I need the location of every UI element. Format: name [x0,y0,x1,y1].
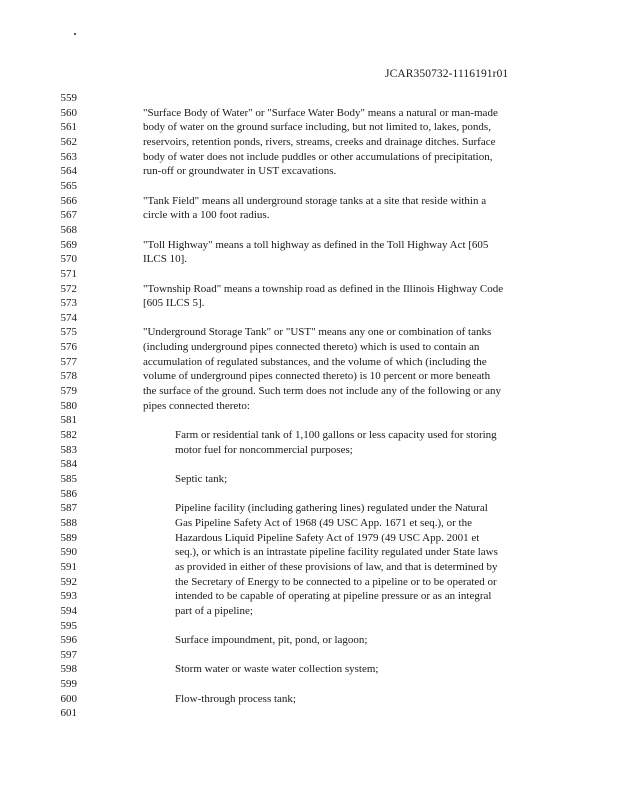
line-number: 576 [60,341,77,353]
line-number: 582 [60,429,77,441]
text-line: Septic tank; [175,473,228,485]
line-number: 562 [60,136,77,148]
line-number: 592 [60,576,77,588]
text-line: part of a pipeline; [175,605,253,617]
line-number: 591 [60,561,77,573]
text-line: Gas Pipeline Safety Act of 1968 (49 USC App. 1671 et seq.), or the [175,517,472,529]
text-line: the Secretary of Energy to be connected to a pipeline or to be operated or [175,576,497,588]
line-number: 584 [60,458,77,470]
text-line: Surface impoundment, pit, pond, or lagoon; [175,634,368,646]
text-line: Storm water or waste water collection system; [175,663,379,675]
line-number: 587 [60,502,77,514]
line-number: 561 [60,121,77,133]
text-line: circle with a 100 foot radius. [143,209,270,221]
line-number: 590 [60,546,77,558]
line-number: 594 [60,605,77,617]
text-line: as provided in either of these provisions of law, and that is determined by [175,561,498,573]
text-line: "Township Road" means a township road as defined in the Illinois Highway Code [143,283,504,295]
text-line: volume of underground pipes connected thereto) is 10 percent or more beneath [143,370,491,382]
scan-speck [74,33,76,35]
text-line: Pipeline facility (including gathering lines) regulated under the Natural [175,502,488,514]
line-number: 568 [60,224,77,236]
line-number: 579 [60,385,77,397]
line-number: 595 [60,620,77,632]
line-number: 601 [60,707,77,719]
line-number: 572 [60,283,77,295]
text-line: accumulation of regulated substances, and the volume of which (including the [143,356,487,368]
line-number: 567 [60,209,77,221]
line-number: 580 [60,400,77,412]
line-number: 563 [60,151,77,163]
line-number: 559 [60,92,77,104]
line-number: 589 [60,532,77,544]
line-number: 588 [60,517,77,529]
text-line: intended to be capable of operating at pipeline pressure or as an integral [175,590,492,602]
text-line: the surface of the ground. Such term does not include any of the following or any [143,385,502,397]
text-line: "Underground Storage Tank" or "UST" means any one or combination of tanks [143,326,492,338]
line-number: 565 [60,180,77,192]
line-number: 574 [60,312,77,324]
line-number: 597 [60,649,77,661]
line-number: 571 [60,268,77,280]
line-number: 600 [60,693,77,705]
text-line: (including underground pipes connected thereto) which is used to contain an [143,341,480,353]
text-line: "Surface Body of Water" or "Surface Water Body" means a natural or man-made [143,107,498,119]
line-number: 573 [60,297,77,309]
text-line: "Toll Highway" means a toll highway as defined in the Toll Highway Act [605 [143,239,489,251]
line-number: 566 [60,195,77,207]
line-number: 577 [60,356,77,368]
text-line: body of water does not include puddles or other accumulations of precipitation, [143,151,493,163]
line-number: 560 [60,107,77,119]
text-line: run-off or groundwater in UST excavations. [143,165,337,177]
text-line: pipes connected thereto: [143,400,250,412]
line-number: 570 [60,253,77,265]
line-number: 564 [60,165,77,177]
text-line: reservoirs, retention ponds, rivers, streams, creeks and drainage ditches. Surface [143,136,496,148]
line-number: 593 [60,590,77,602]
line-number: 586 [60,488,77,500]
text-line: Flow-through process tank; [175,693,296,705]
line-number: 598 [60,663,77,675]
line-number: 578 [60,370,77,382]
line-number: 575 [60,326,77,338]
line-number: 569 [60,239,77,251]
line-number: 581 [60,414,77,426]
text-line: Hazardous Liquid Pipeline Safety Act of 1979 (49 USC App. 2001 et [175,532,480,544]
text-line: ILCS 10]. [143,253,187,265]
text-line: seq.), or which is an intrastate pipeline facility regulated under State laws [175,546,498,558]
document-id: JCAR350732-1116191r01 [385,68,509,80]
line-number: 596 [60,634,77,646]
text-line: motor fuel for noncommercial purposes; [175,444,353,456]
line-number: 599 [60,678,77,690]
text-line: [605 ILCS 5]. [143,297,205,309]
text-line: Farm or residential tank of 1,100 gallons or less capacity used for storing [175,429,497,441]
text-line: "Tank Field" means all underground storage tanks at a site that reside within a [143,195,487,207]
line-number: 583 [60,444,77,456]
line-number: 585 [60,473,77,485]
text-line: body of water on the ground surface including, but not limited to, lakes, ponds, [143,121,491,133]
